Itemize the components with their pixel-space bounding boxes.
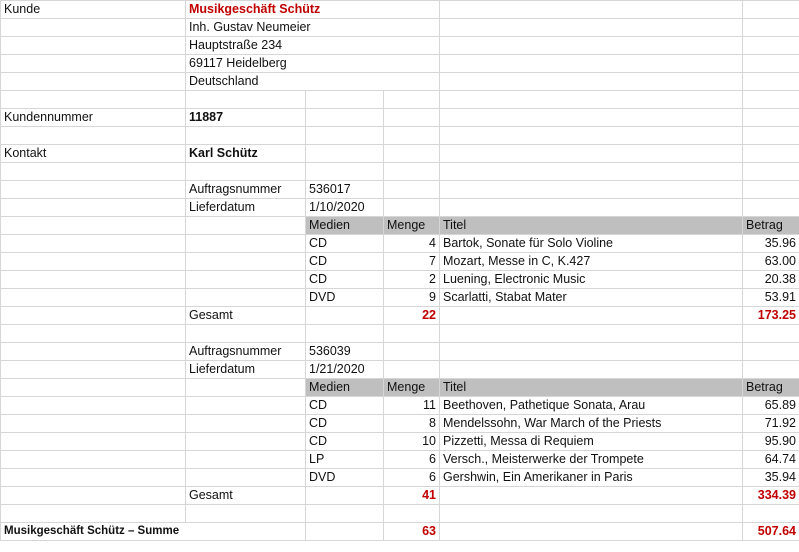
item-amount[interactable]: 65.89: [743, 397, 799, 415]
table-row: [1, 235, 799, 253]
delivery-date-row: [1, 199, 799, 217]
item-media[interactable]: CD: [306, 235, 384, 253]
table-row: [1, 289, 799, 307]
delivery-date-value[interactable]: 1/21/2020: [306, 361, 384, 379]
customer-row: [1, 1, 799, 19]
header-amount[interactable]: Betrag: [743, 217, 799, 235]
customer-city[interactable]: 69117 Heidelberg: [186, 55, 440, 73]
blank-row: [1, 505, 799, 523]
customer-number-value[interactable]: 11887: [186, 109, 306, 127]
item-amount[interactable]: 35.94: [743, 469, 799, 487]
order-total-amount[interactable]: 334.39: [743, 487, 799, 505]
header-amount[interactable]: Betrag: [743, 379, 799, 397]
item-title[interactable]: Gershwin, Ein Amerikaner in Paris: [440, 469, 743, 487]
order-number-row: [1, 343, 799, 361]
order-total-label[interactable]: Gesamt: [186, 307, 306, 325]
table-row: [1, 415, 799, 433]
item-media[interactable]: CD: [306, 397, 384, 415]
item-qty[interactable]: 6: [384, 469, 440, 487]
empty-cell[interactable]: [743, 19, 799, 37]
item-media[interactable]: DVD: [306, 289, 384, 307]
table-row: [1, 271, 799, 289]
item-media[interactable]: CD: [306, 253, 384, 271]
header-title[interactable]: Titel: [440, 217, 743, 235]
delivery-date-row: [1, 361, 799, 379]
delivery-date-label[interactable]: Lieferdatum: [186, 199, 306, 217]
contact-value[interactable]: Karl Schütz: [186, 145, 306, 163]
header-media[interactable]: Medien: [306, 217, 384, 235]
item-title[interactable]: Mozart, Messe in C, K.427: [440, 253, 743, 271]
blank-row: [1, 91, 799, 109]
order-number-value[interactable]: 536039: [306, 343, 384, 361]
empty-cell[interactable]: [1, 55, 186, 73]
customer-number-label[interactable]: Kundennummer: [1, 109, 186, 127]
item-qty[interactable]: 4: [384, 235, 440, 253]
empty-cell[interactable]: [440, 1, 743, 19]
item-media[interactable]: LP: [306, 451, 384, 469]
address-row: [1, 19, 799, 37]
order-total-amount[interactable]: 173.25: [743, 307, 799, 325]
empty-cell[interactable]: [440, 19, 743, 37]
item-media[interactable]: CD: [306, 271, 384, 289]
address-row: [1, 37, 799, 55]
item-qty[interactable]: 11: [384, 397, 440, 415]
contact-row: [1, 145, 799, 163]
empty-cell[interactable]: [1, 73, 186, 91]
items-header-row: [1, 379, 799, 397]
customer-owner[interactable]: Inh. Gustav Neumeier: [186, 19, 440, 37]
item-amount[interactable]: 63.00: [743, 253, 799, 271]
empty-cell[interactable]: [743, 1, 799, 19]
item-title[interactable]: Versch., Meisterwerke der Trompete: [440, 451, 743, 469]
item-media[interactable]: CD: [306, 415, 384, 433]
order-total-qty[interactable]: 41: [384, 487, 440, 505]
customer-name[interactable]: Musikgeschäft Schütz: [186, 1, 440, 19]
customer-street[interactable]: Hauptstraße 234: [186, 37, 440, 55]
empty-cell[interactable]: [743, 73, 799, 91]
address-row: [1, 73, 799, 91]
table-row: [1, 397, 799, 415]
empty-cell[interactable]: [1, 37, 186, 55]
blank-row: [1, 163, 799, 181]
table-row: [1, 253, 799, 271]
item-qty[interactable]: 10: [384, 433, 440, 451]
item-amount[interactable]: 71.92: [743, 415, 799, 433]
customer-number-row: [1, 109, 799, 127]
item-amount[interactable]: 35.96: [743, 235, 799, 253]
blank-row: [1, 127, 799, 145]
delivery-date-label[interactable]: Lieferdatum: [186, 361, 306, 379]
order-total-label[interactable]: Gesamt: [186, 487, 306, 505]
item-title[interactable]: Bartok, Sonate für Solo Violine: [440, 235, 743, 253]
table-row: [1, 451, 799, 469]
item-title[interactable]: Mendelssohn, War March of the Priests: [440, 415, 743, 433]
grand-total-amount[interactable]: 507.64: [743, 523, 799, 541]
item-qty[interactable]: 7: [384, 253, 440, 271]
header-qty[interactable]: Menge: [384, 379, 440, 397]
grand-total-row: [1, 523, 799, 541]
item-title[interactable]: Pizzetti, Messa di Requiem: [440, 433, 743, 451]
blank-row: [1, 325, 799, 343]
empty-cell[interactable]: [743, 37, 799, 55]
customer-country[interactable]: Deutschland: [186, 73, 440, 91]
item-title[interactable]: Luening, Electronic Music: [440, 271, 743, 289]
item-amount[interactable]: 95.90: [743, 433, 799, 451]
items-header-row: [1, 217, 799, 235]
item-amount[interactable]: 64.74: [743, 451, 799, 469]
header-title[interactable]: Titel: [440, 379, 743, 397]
empty-cell[interactable]: [1, 19, 186, 37]
customer-label[interactable]: Kunde: [1, 1, 186, 19]
order-number-value[interactable]: 536017: [306, 181, 384, 199]
item-amount[interactable]: 53.91: [743, 289, 799, 307]
grand-total-label[interactable]: Musikgeschäft Schütz – Summe: [1, 523, 306, 541]
empty-cell[interactable]: [440, 37, 743, 55]
order-total-qty[interactable]: 22: [384, 307, 440, 325]
empty-cell[interactable]: [743, 55, 799, 73]
contact-label[interactable]: Kontakt: [1, 145, 186, 163]
table-row: [1, 433, 799, 451]
item-media[interactable]: DVD: [306, 469, 384, 487]
item-title[interactable]: Scarlatti, Stabat Mater: [440, 289, 743, 307]
empty-cell[interactable]: [440, 73, 743, 91]
grand-total-qty[interactable]: 63: [384, 523, 440, 541]
order-number-label[interactable]: Auftragsnummer: [186, 181, 306, 199]
order-number-row: [1, 181, 799, 199]
item-qty[interactable]: 9: [384, 289, 440, 307]
item-qty[interactable]: 2: [384, 271, 440, 289]
item-title[interactable]: Beethoven, Pathetique Sonata, Arau: [440, 397, 743, 415]
item-amount[interactable]: 20.38: [743, 271, 799, 289]
order-number-label[interactable]: Auftragsnummer: [186, 343, 306, 361]
delivery-date-value[interactable]: 1/10/2020: [306, 199, 384, 217]
empty-cell[interactable]: [440, 55, 743, 73]
order-total-row: [1, 307, 799, 325]
header-media[interactable]: Medien: [306, 379, 384, 397]
item-media[interactable]: CD: [306, 433, 384, 451]
address-row: [1, 55, 799, 73]
table-row: [1, 469, 799, 487]
header-qty[interactable]: Menge: [384, 217, 440, 235]
order-total-row: [1, 487, 799, 505]
item-qty[interactable]: 8: [384, 415, 440, 433]
item-qty[interactable]: 6: [384, 451, 440, 469]
